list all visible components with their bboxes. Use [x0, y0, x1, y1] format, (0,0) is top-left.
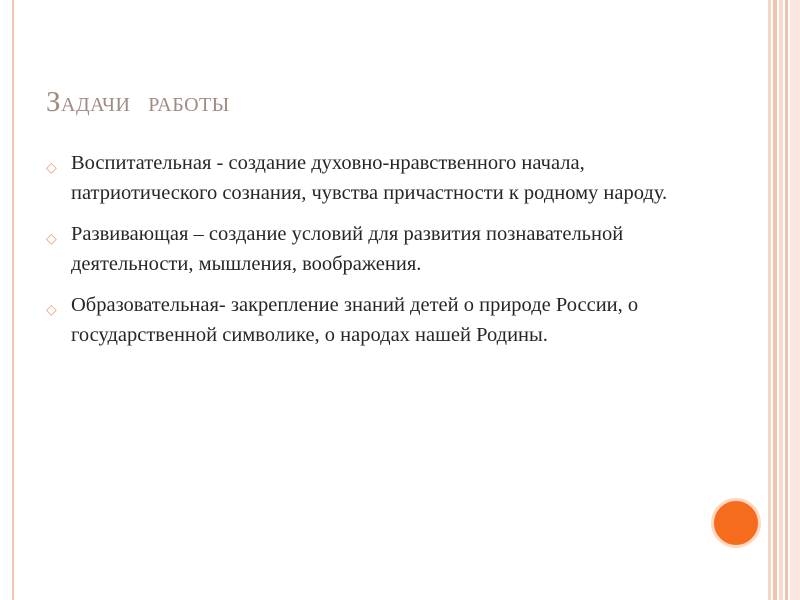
- bullet-text: Воспитательная - создание духовно-нравственного начала, патриотического сознания, чувства причастности к родному народу.: [71, 152, 668, 204]
- left-border-line: [12, 0, 14, 600]
- bullet-item: [46, 290, 686, 350]
- right-decorative-stripe: [779, 0, 783, 600]
- bullet-item: [46, 148, 686, 208]
- diamond-outline-icon: ◇: [46, 160, 57, 176]
- right-decorative-stripe: [790, 0, 800, 600]
- decorative-orange-circle: [711, 498, 761, 548]
- bullet-item: [46, 219, 686, 279]
- bullet-text: Образовательная- закрепление знаний детей о природе России, о государственной символике, о народах нашей Родины.: [71, 294, 639, 346]
- right-decorative-stripe: [773, 0, 777, 600]
- bullet-list: [46, 148, 686, 361]
- right-decorative-stripe: [768, 0, 771, 600]
- diamond-outline-icon: ◇: [46, 231, 57, 247]
- diamond-outline-icon: ◇: [46, 302, 57, 318]
- bullet-text: Развивающая – создание условий для развития познавательной деятельности, мышления, воображения.: [71, 223, 624, 275]
- slide-title: Задачи работы: [46, 86, 230, 118]
- right-decorative-stripe: [785, 0, 788, 600]
